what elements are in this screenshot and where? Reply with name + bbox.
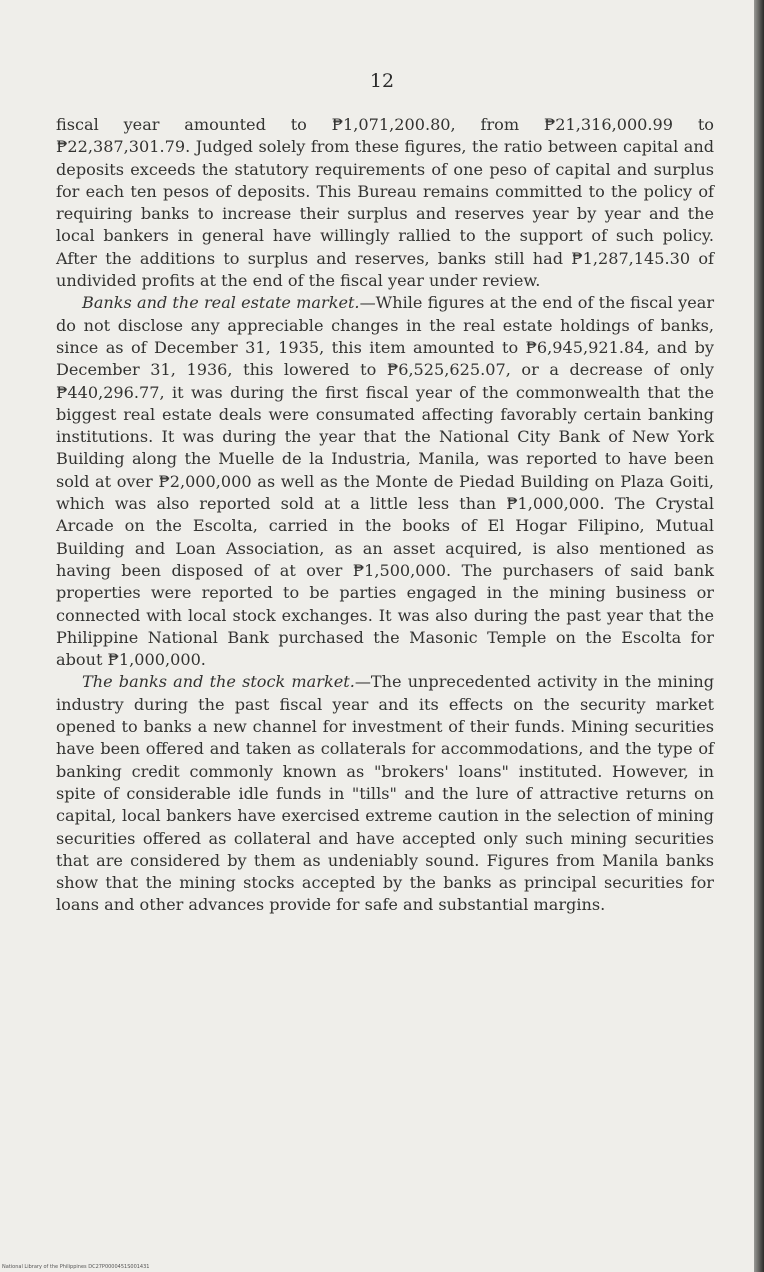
paragraph-text: —The unprecedented activity in the mining industry during the past fiscal year and its effects on the security market opened to banks a new channel for investment of their funds. Mining securities have been offered and taken as collaterals for accommodations, and the type of banking credit commonly known as "brokers' loans" instituted. However, in spite of considerable idle funds in "tills" and the lure of attractive returns on capital, local bankers have exercised extreme caution in the selection of mining securities offered as collateral and have accepted only such mining securities that are considered by them as undeniably sound. Figures from Manila banks show that the mining stocks accepted by the banks as principal securities for loans and other advances provide for safe and substantial margins. (56, 672, 715, 915)
page-edge-shadow (754, 0, 764, 1272)
section-heading-real-estate: Banks and the real estate market. (82, 293, 360, 313)
body-text (56, 114, 714, 917)
paragraph-text: —While figures at the end of the fiscal year do not disclose any appreciable changes in the real estate holdings of banks, since as of December 31, 1935, this item amounted to ₱6,945,921.84, and by December 31, 1936, this lowered to ₱6,525,625.07, or a decrease of only ₱440,296.77, it was during the first fiscal year of the commonwealth that the biggest real estate deals were consumated affecting favorably certain banking institutions. It was during the year that the National City Bank of New York Building along the Muelle de la Industria, Manila, was reported to have been sold at over ₱2,000,000 as well as the Monte de Piedad Building on Plaza Goiti, which was also reported sold at a little less than ₱1,000,000. The Crystal Arcade on the Escolta, carried in the books of El Hogar Filipino, Mutual Building and Loan Association, as an asset acquired, is also mentioned as having been disposed of at over ₱1,500,000. The purchasers of said bank properties were reported to be parties engaged in the mining business or connected with local stock exchanges. It was also during the past year that the Philippine National Bank purchased the Masonic Temple on the Escolta for about ₱1,000,000. (56, 293, 715, 670)
paragraph-text: fiscal year amounted to ₱1,071,200.80, from ₱21,316,000.99 to ₱22,387,301.79. Judged solely from these figures, the ratio between capital and deposits exceeds the statutory requirements of one peso of capital and surplus for each ten pesos of deposits. This Bureau remains committed to the policy of requiring banks to increase their surplus and reserves year by year and the local bankers in general have willingly rallied to the support of such policy. After the additions to surplus and reserves, banks still had ₱1,287,145.30 of undivided profits at the end of the fiscal year under review. (56, 115, 714, 291)
paragraph-real-estate (56, 292, 714, 671)
section-heading-stock-market: The banks and the stock market. (82, 672, 355, 692)
paragraph-continuation (56, 114, 714, 292)
page-number: 12 (369, 70, 395, 92)
paragraph-stock-market (56, 671, 714, 916)
footer-credit: National Library of the Philippines DC27P0000451S001431 (2, 1264, 150, 1270)
